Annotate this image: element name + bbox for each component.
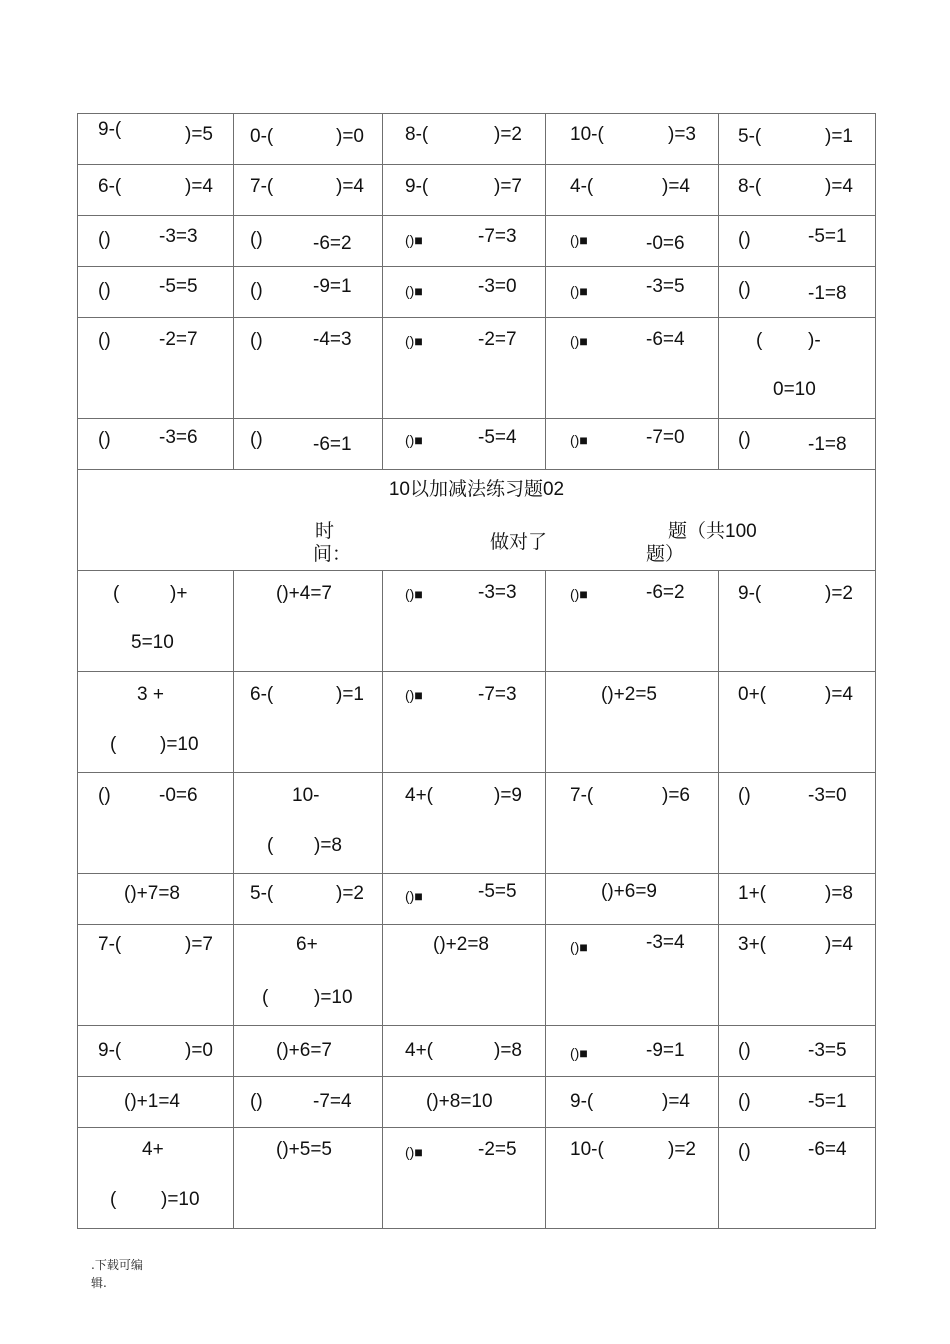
problem-cell — [719, 571, 876, 672]
problem-cell — [78, 165, 234, 216]
problem-text: 4+ — [142, 1139, 164, 1160]
problem-cell — [546, 874, 719, 925]
problem-text: -2=7 — [478, 329, 517, 350]
worksheet-header — [78, 470, 876, 571]
problem-text: 9-( — [738, 583, 762, 604]
problem-text: ()■ — [405, 333, 423, 349]
problem-text: () — [98, 229, 111, 250]
problem-text: -3=6 — [159, 427, 198, 448]
problem-cell — [546, 672, 719, 773]
problem-text: 4+( — [405, 785, 433, 806]
problem-text: () — [250, 330, 263, 351]
problem-text: () — [250, 429, 263, 450]
problem-cell — [546, 216, 719, 267]
problem-text: -6=2 — [313, 233, 352, 254]
problem-text: 6-( — [98, 176, 122, 197]
problem-cell — [383, 874, 546, 925]
problem-text: -3=3 — [159, 226, 198, 247]
problem-text: () — [738, 1141, 751, 1162]
problem-text: -5=5 — [159, 276, 198, 297]
problem-cell — [383, 114, 546, 165]
problem-text: 1+( — [738, 883, 766, 904]
problem-text: )=4 — [825, 934, 853, 955]
problem-text: ( — [110, 734, 117, 755]
problem-cell — [719, 1128, 876, 1229]
problem-text: 3+( — [738, 934, 766, 955]
problem-cell — [78, 114, 234, 165]
problem-cell — [383, 571, 546, 672]
problem-text: 6+ — [296, 934, 318, 955]
problem-cell — [719, 419, 876, 470]
problem-text: -9=1 — [313, 276, 352, 297]
problem-text: ()■ — [570, 1045, 588, 1061]
correct-label: 做对了 — [490, 532, 548, 553]
problem-cell — [546, 571, 719, 672]
problem-cell — [383, 419, 546, 470]
problem-text: -1=8 — [808, 283, 847, 304]
problem-text: ()■ — [570, 432, 588, 448]
problem-text: )=2 — [336, 883, 364, 904]
problem-text: -5=4 — [478, 427, 517, 448]
problem-text: -2=5 — [478, 1139, 517, 1160]
problem-text: 5-( — [738, 126, 762, 147]
problem-text: ()■ — [405, 232, 423, 248]
problem-cell — [546, 165, 719, 216]
problem-text: () — [98, 429, 111, 450]
problem-text: )=8 — [825, 883, 853, 904]
problem-text: )=4 — [185, 176, 213, 197]
problem-text: 10-( — [570, 1139, 604, 1160]
problem-text: -6=4 — [646, 329, 685, 350]
problem-text: 9-( — [405, 176, 429, 197]
problem-cell — [78, 571, 234, 672]
problem-text: -6=2 — [646, 582, 685, 603]
footer-line: .下载可编 — [91, 1258, 143, 1272]
total-label: 题（共100 — [668, 521, 757, 542]
problem-text: )=0 — [336, 126, 364, 147]
problem-cell — [234, 925, 383, 1026]
problem-text: -1=8 — [808, 434, 847, 455]
problem-text: ()+4=7 — [276, 583, 332, 604]
problem-cell — [78, 672, 234, 773]
problem-text: )=10 — [160, 734, 199, 755]
problem-text: 0-( — [250, 126, 274, 147]
problem-cell — [78, 419, 234, 470]
problem-cell — [719, 1026, 876, 1077]
problem-text: 8-( — [738, 176, 762, 197]
problem-text: -5=1 — [808, 226, 847, 247]
problem-text: )=1 — [825, 126, 853, 147]
problem-cell — [234, 114, 383, 165]
problem-text: -7=3 — [478, 226, 517, 247]
problem-text: ()■ — [570, 333, 588, 349]
problem-text: -0=6 — [646, 233, 685, 254]
problem-cell — [78, 925, 234, 1026]
problem-text: () — [738, 1091, 751, 1112]
problem-cell — [383, 267, 546, 318]
problem-text: () — [738, 785, 751, 806]
problem-cell — [546, 318, 719, 419]
problem-text: -3=0 — [808, 785, 847, 806]
problem-cell — [546, 1077, 719, 1128]
problem-text: )=5 — [185, 124, 213, 145]
problem-cell — [234, 419, 383, 470]
worksheet — [77, 113, 875, 1229]
problem-text: )=2 — [825, 583, 853, 604]
problem-text: 5-( — [250, 883, 274, 904]
footer-line: 辑. — [91, 1276, 107, 1290]
problem-cell — [234, 672, 383, 773]
problem-text: 9-( — [570, 1091, 594, 1112]
problem-cell — [234, 267, 383, 318]
problem-text: ()+1=4 — [124, 1091, 180, 1112]
problem-text: -3=5 — [646, 276, 685, 297]
problem-text: ()■ — [570, 586, 588, 602]
problem-text: 4-( — [570, 176, 594, 197]
problem-text: ()■ — [405, 283, 423, 299]
problem-cell — [546, 773, 719, 874]
problem-text: -5=1 — [808, 1091, 847, 1112]
problem-text: 0+( — [738, 684, 766, 705]
problem-cell — [383, 216, 546, 267]
problem-cell — [383, 925, 546, 1026]
problem-cell — [546, 419, 719, 470]
problem-text: )=1 — [336, 684, 364, 705]
problem-text: )=4 — [662, 176, 690, 197]
problem-text: )=4 — [825, 176, 853, 197]
problem-text: )=4 — [336, 176, 364, 197]
problem-text: ()■ — [570, 939, 588, 955]
problem-text: ()+2=8 — [433, 934, 489, 955]
problem-text: )=0 — [185, 1040, 213, 1061]
problem-cell — [719, 165, 876, 216]
problem-text: ( — [113, 583, 120, 604]
problem-text: 8-( — [405, 124, 429, 145]
problem-text: () — [738, 279, 751, 300]
problem-text: -6=4 — [808, 1139, 847, 1160]
problem-text: ()+8=10 — [426, 1091, 493, 1112]
problem-text: )=4 — [825, 684, 853, 705]
problem-text: ()■ — [405, 1144, 423, 1160]
problem-text: -0=6 — [159, 785, 198, 806]
problem-text: -7=0 — [646, 427, 685, 448]
problem-text: ( — [267, 835, 274, 856]
problem-text: )=8 — [494, 1040, 522, 1061]
problem-text: )=2 — [494, 124, 522, 145]
problem-cell — [234, 216, 383, 267]
problem-cell — [546, 267, 719, 318]
problem-text: -3=5 — [808, 1040, 847, 1061]
problem-cell — [719, 267, 876, 318]
problem-text: ()+7=8 — [124, 883, 180, 904]
problem-text: )=8 — [314, 835, 342, 856]
problem-cell — [234, 1077, 383, 1128]
problem-text: 0=10 — [773, 379, 816, 400]
problem-text: -4=3 — [313, 329, 352, 350]
problem-cell — [383, 165, 546, 216]
problem-text: 10- — [292, 785, 320, 806]
problem-text: )=4 — [662, 1091, 690, 1112]
problem-cell — [546, 1026, 719, 1077]
problem-cell — [78, 267, 234, 318]
problem-text: -3=0 — [478, 276, 517, 297]
problem-text: -2=7 — [159, 329, 198, 350]
problem-text: -5=5 — [478, 881, 517, 902]
problem-text: () — [250, 280, 263, 301]
problem-text: 7-( — [250, 176, 274, 197]
problem-cell — [546, 925, 719, 1026]
problem-cell — [78, 773, 234, 874]
problem-cell — [234, 318, 383, 419]
problem-cell — [383, 1077, 546, 1128]
problem-cell — [719, 672, 876, 773]
problem-text: -9=1 — [646, 1040, 685, 1061]
problem-text: ( — [756, 330, 763, 351]
time-label: 时 — [315, 521, 335, 542]
problem-cell — [78, 216, 234, 267]
problem-text: 9-( — [98, 119, 122, 140]
problem-text: ()■ — [405, 888, 423, 904]
exercise-table — [77, 113, 876, 1229]
problem-text: 5=10 — [131, 632, 174, 653]
problem-text: )+ — [170, 583, 188, 604]
problem-cell — [78, 1128, 234, 1229]
problem-text: 7-( — [570, 785, 594, 806]
problem-cell — [78, 1077, 234, 1128]
problem-cell — [234, 773, 383, 874]
problem-cell — [78, 318, 234, 419]
problem-cell — [546, 114, 719, 165]
problem-text: ()+6=9 — [601, 881, 657, 902]
problem-text: -6=1 — [313, 434, 352, 455]
problem-cell — [719, 1077, 876, 1128]
problem-cell — [234, 874, 383, 925]
problem-cell — [719, 925, 876, 1026]
problem-text: ( — [262, 987, 269, 1008]
problem-text: 6-( — [250, 684, 274, 705]
problem-cell — [234, 1026, 383, 1077]
problem-text: () — [738, 429, 751, 450]
problem-text: ( — [110, 1189, 117, 1210]
problem-text: () — [250, 1091, 263, 1112]
problem-cell — [383, 672, 546, 773]
problem-cell — [719, 114, 876, 165]
problem-cell — [719, 318, 876, 419]
problem-text: 9-( — [98, 1040, 122, 1061]
problem-text: )=9 — [494, 785, 522, 806]
problem-cell — [383, 773, 546, 874]
problem-text: () — [250, 229, 263, 250]
problem-text: )=6 — [662, 785, 690, 806]
problem-cell — [719, 773, 876, 874]
problem-text: ()■ — [570, 283, 588, 299]
footer-note — [91, 1256, 143, 1292]
problem-cell — [78, 1026, 234, 1077]
problem-cell — [719, 216, 876, 267]
problem-cell — [234, 165, 383, 216]
problem-cell — [234, 571, 383, 672]
problem-text: () — [98, 785, 111, 806]
problem-text: -7=4 — [313, 1091, 352, 1112]
problem-text: ()■ — [405, 432, 423, 448]
problem-text: 3 + — [137, 684, 164, 705]
problem-text: () — [738, 229, 751, 250]
problem-text: )=10 — [314, 987, 353, 1008]
problem-cell — [78, 874, 234, 925]
problem-text: -3=3 — [478, 582, 517, 603]
problem-cell — [383, 1026, 546, 1077]
problem-text: ()+5=5 — [276, 1139, 332, 1160]
problem-text: 10-( — [570, 124, 604, 145]
problem-cell — [383, 1128, 546, 1229]
problem-text: () — [738, 1040, 751, 1061]
problem-text: () — [98, 330, 111, 351]
time-label: 间： — [313, 544, 352, 565]
problem-text: ()+6=7 — [276, 1040, 332, 1061]
problem-text: 4+( — [405, 1040, 433, 1061]
problem-cell — [234, 1128, 383, 1229]
problem-text: ()■ — [405, 687, 423, 703]
problem-text: )=7 — [494, 176, 522, 197]
problem-text: 7-( — [98, 934, 122, 955]
problem-text: () — [98, 280, 111, 301]
problem-text: )=7 — [185, 934, 213, 955]
total-label: 题） — [646, 544, 685, 565]
worksheet-title: 10以加减法练习题02 — [388, 479, 565, 500]
problem-text: -7=3 — [478, 684, 517, 705]
problem-text: )=10 — [161, 1189, 200, 1210]
problem-cell — [546, 1128, 719, 1229]
problem-text: )=2 — [668, 1139, 696, 1160]
problem-text: ()■ — [405, 586, 423, 602]
problem-cell — [383, 318, 546, 419]
problem-cell — [719, 874, 876, 925]
problem-text: -3=4 — [646, 932, 685, 953]
problem-text: )- — [808, 330, 821, 351]
problem-text: )=3 — [668, 124, 696, 145]
problem-text: ()■ — [570, 232, 588, 248]
problem-text: ()+2=5 — [601, 684, 657, 705]
